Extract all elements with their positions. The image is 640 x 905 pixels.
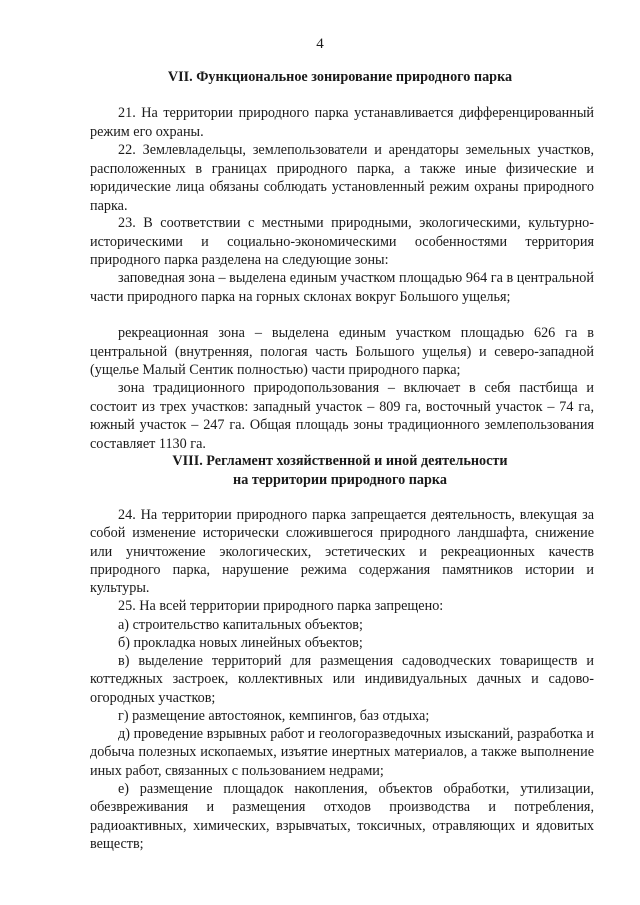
zone-reserve: заповедная зона – выделена единым участком площадью 964 га в центральной части природного парка на горных склонах вокруг Большого ущелья;	[90, 270, 594, 305]
paragraph-22: 22. Землевладельцы, землепользователи и арендаторы земельных участков, расположенных в границах природного парка, а также иные физические и юридические лица обязаны соблюдать установленный режим охраны природного парка.	[90, 142, 594, 214]
paragraph-25: 25. На всей территории природного парка запрещено:	[118, 598, 444, 614]
item-d: д) проведение взрывных работ и геологоразведочных изысканий, разработка и добыча полезных ископаемых, изъятие инертных материалов, а также выполнение иных работ, связанных с пользованием недрами;	[90, 726, 594, 779]
item-g: г) размещение автостоянок, кемпингов, баз отдыха;	[118, 708, 430, 724]
item-a: а) строительство капитальных объектов;	[118, 617, 363, 633]
paragraph-21: 21. На территории природного парка устанавливается дифференцированный режим его охраны.	[90, 105, 594, 140]
page-number: 4	[316, 36, 324, 52]
paragraph-24: 24. На территории природного парка запрещается деятельность, влекущая за собой изменение исторически сложившегося природного ландшафта, снижение или уничтожение экологических, эстетических и рекреационных качеств природного парка, нарушение режима содержания памятников истории и культуры.	[90, 507, 594, 597]
zone-traditional: зона традиционного природопользования – включает в себя пастбища и состоит из трех участков: западный участок – 809 га, восточный участок – 74 га, южный участок – 247 га. Общая площадь зоны традиционного землепользования составляет 1130 га.	[90, 380, 594, 452]
section-8-title-line-1: VIII. Регламент хозяйственной и иной деятельности	[172, 453, 508, 469]
paragraph-23: 23. В соответствии с местными природными, экологическими, культурно-историческими и социально-экономическими особенностями территория природного парка разделена на следующие зоны:	[90, 215, 594, 269]
section-7-title: VII. Функциональное зонирование природного парка	[167, 69, 513, 85]
section-8-title-line-2: на территории природного парка	[233, 472, 447, 488]
item-e: е) размещение площадок накопления, объектов обработки, утилизации, обезвреживания и размещения отходов производства и потребления, радиоактивных, химических, взрывчатых, токсичных, отравляющих и ядовитых веществ;	[90, 781, 594, 852]
item-b: б) прокладка новых линейных объектов;	[118, 635, 363, 651]
item-v: в) выделение территорий для размещения садоводческих товариществ и коттеджных застроек, коллективных или индивидуальных дачных и садово-огородных участков;	[90, 653, 594, 706]
zone-recreation: рекреационная зона – выделена единым участком площадью 626 га в центральной (внутренняя, пологая часть Большого ущелья) и северо-западной (ущелье Малый Сентик полностью) части природного парка;	[90, 325, 594, 379]
